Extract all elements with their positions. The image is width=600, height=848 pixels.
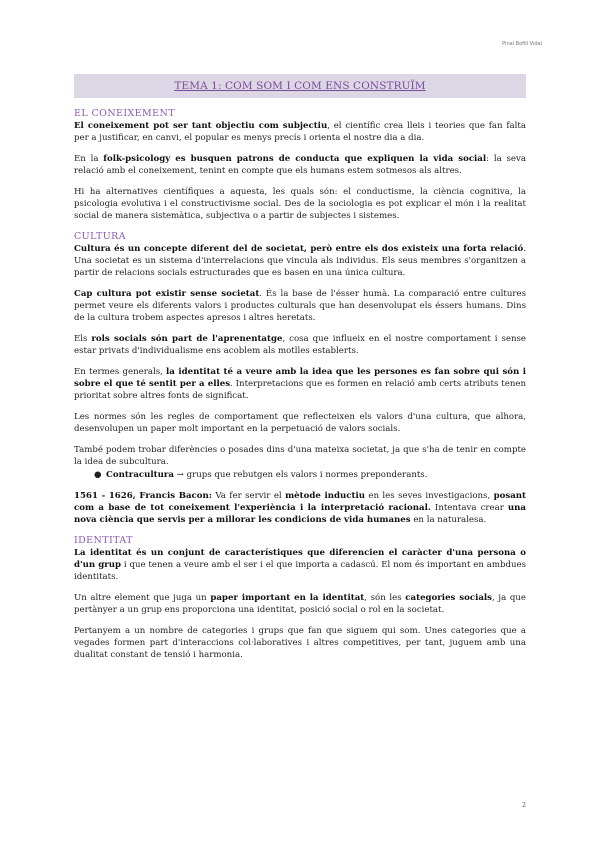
bullet-icon: ● [94, 470, 102, 480]
paragraph: El coneixement pot ser tant objectiu com subjectiu, el científic crea lleis i teories que fan falta per a justificar, en canvi, el popular es menys precís i orienta el nostre dia a dia. [74, 121, 526, 143]
paragraph: Cultura és un concepte diferent del de societat, però entre els dos existeix una forta relació. Una societat es un sistema d'interrelacions que vincula als individus. Els seus membres s'organitzen a partir de relacions socials estructurades que es basen en una única cultura. [74, 244, 526, 278]
list-item: ● Contracultura → grups que rebutgen els valors i normes preponderants. [94, 470, 428, 480]
page-number: 2 [522, 802, 526, 809]
paragraph: Cap cultura pot existir sense societat. És la base de l'ésser humà. La comparació entre cultures permet veure els diferents valors i productes culturals que han desenvolupat els éssers humans. Dins de la cultura trobem aspectes apresos i altres heretats. [74, 289, 526, 323]
paragraph: 1561 - 1626, Francis Bacon: Va fer servir el mètode inductiu en les seves investigacions, posant com a base de tot coneixement l'experiència i la interpretació racional. Intentava crear una nova ciència que servis per a millorar les condicions de vida humanes en la naturalesa. [74, 491, 526, 525]
paragraph: Un altre element que juga un paper important en la identitat, són les categories socials, ja que pertànyer a un grup ens proporciona una identitat, posició social o rol en la societat. [74, 593, 526, 615]
paragraph: Hi ha alternatives científiques a aquesta, les quals són: el conductisme, la ciència cognitiva, la psicologia evolutiva i el constructivisme social. Des de la sociologia es pot explicar el món i la realitat social de manera sistemàtica, subjectiva o a partir de subjectes i sistemes. [74, 187, 526, 221]
section-heading-identitat: IDENTITAT [74, 535, 133, 546]
document-body [74, 108, 526, 670]
paragraph: Els rols socials són part de l'aprenentatge, cosa que influeix en el nostre comportament i sense estar privats d'individualisme ens acoblem als motlles establerts. [74, 334, 526, 356]
paragraph: Pertanyem a un nombre de categories i grups que fan que siguem qui som. Unes categories que a vegades formen part d'interaccions col·laboratives i altres competitives, per tant, juguem amb una dualitat constant de tensió i harmonia. [74, 626, 526, 660]
paragraph: També podem trobar diferències o posades dins d'una mateixa societat, ja que s'ha de tenir en compte la idea de subcultura. [74, 445, 526, 467]
title-banner [74, 74, 526, 98]
section-heading-cultura: CULTURA [74, 231, 126, 242]
paragraph: La identitat és un conjunt de característiques que diferencien el caràcter d'una persona o d'un grup i que tenen a veure amb el ser i el que importa a cadascú. El nom és important en ambdues identitats. [74, 548, 527, 582]
author-header: Pinal Bofill Vidal [502, 41, 542, 47]
paragraph: En termes generals, la identitat té a veure amb la idea que les persones es fan sobre qui són i sobre el que té sentit per a elles. Interpretacions que es formen en relació amb certs atributs tenen prioritat sobre altres fonts de significat. [74, 367, 526, 401]
paragraph: Les normes són les regles de comportament que reflecteixen els valors d'una cultura, que alhora, desenvolupen un paper molt important en la perpetuació de valors socials. [74, 412, 526, 434]
paragraph: En la folk-psicology es busquen patrons de conducta que expliquen la vida social: la seva relació amb el coneixement, tenint en compte que els humans estem sotmesos als altres. [74, 154, 526, 176]
page-title: TEMA 1: COM SOM I COM ENS CONSTRUÏM [174, 80, 426, 92]
section-heading-coneixement: EL CONEIXEMENT [74, 108, 175, 119]
